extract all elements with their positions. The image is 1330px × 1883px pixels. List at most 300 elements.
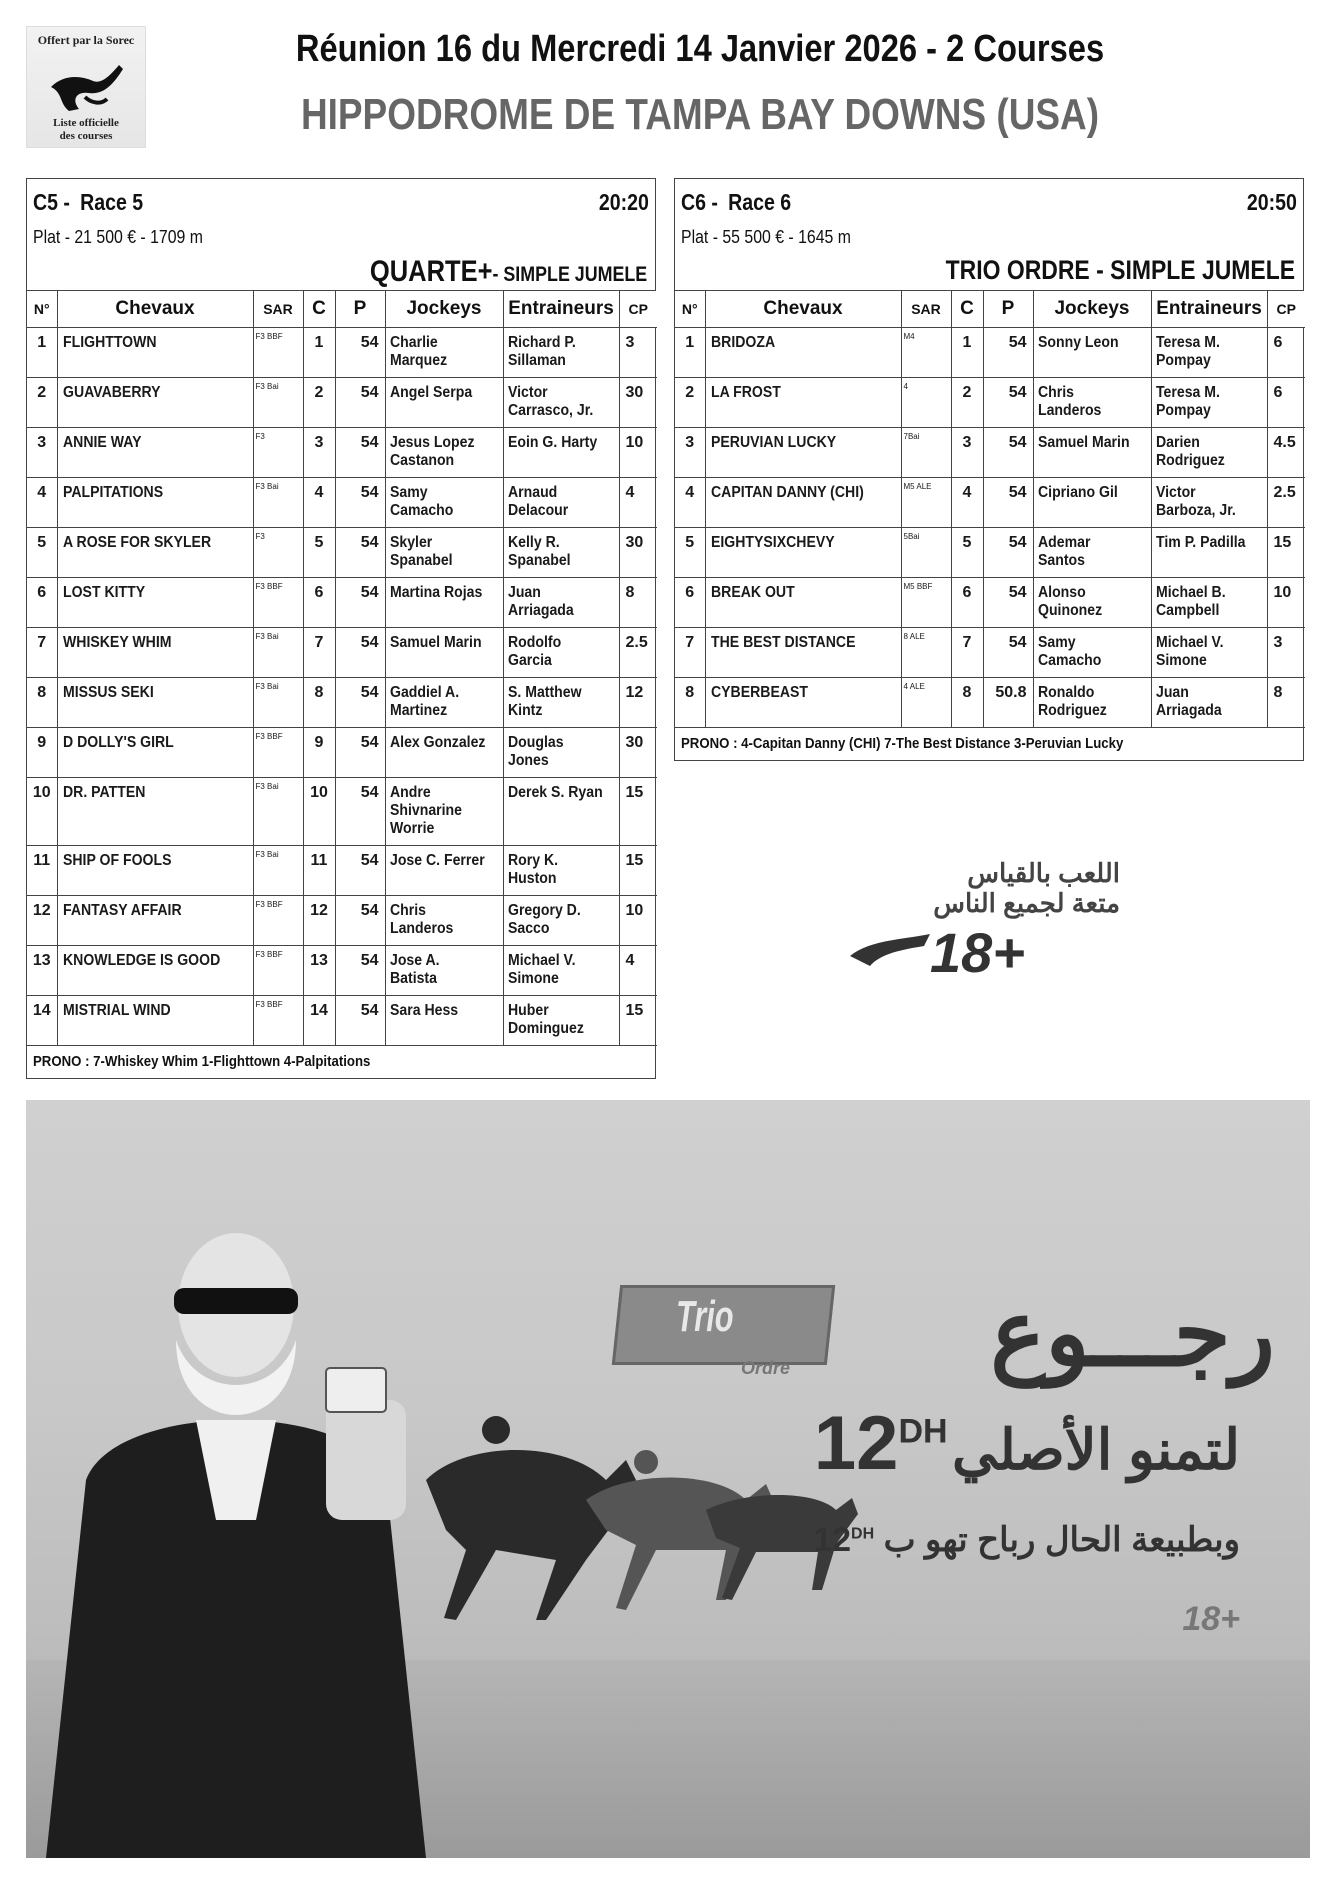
runner-number: 9 <box>27 727 57 777</box>
draw: 11 <box>303 845 335 895</box>
odds: 4 <box>619 477 657 527</box>
jockey-name-line: Chris <box>389 901 426 919</box>
meeting-title: Réunion 16 du Mercredi 14 Janvier 2026 - 2 Courses <box>295 28 1105 70</box>
col-header-p: P <box>983 291 1033 327</box>
weight: 54 <box>983 377 1033 427</box>
runner-number: 7 <box>27 627 57 677</box>
ad-sub-line <box>813 1520 1240 1560</box>
jockey-name <box>1033 527 1151 577</box>
col-header-sar: SAR <box>253 291 303 327</box>
jockey-name-line: Martinez <box>389 701 447 719</box>
prono-line <box>27 1046 655 1078</box>
trainer-name-line: Arnaud <box>507 483 557 501</box>
odds: 30 <box>619 377 657 427</box>
jockey-name-line: Quinonez <box>1037 601 1102 619</box>
jockey-name-line: Rodriguez <box>1037 701 1107 719</box>
col-header-trainer: Entraineurs <box>503 291 619 327</box>
table-row <box>27 945 657 995</box>
trainer-name-line: Victor <box>507 383 548 401</box>
table-row <box>675 377 1305 427</box>
jockey-name-line: Angel Serpa <box>389 383 472 401</box>
jockey-name-line: Landeros <box>1037 401 1101 419</box>
jockey-name-line: Alex Gonzalez <box>389 733 485 751</box>
sex-age-breed: F3 BBF <box>253 727 303 777</box>
odds: 3 <box>619 327 657 377</box>
horse-name-text: GUAVABERRY <box>62 383 161 401</box>
trainer-name-line: Richard P. <box>507 333 576 351</box>
draw: 4 <box>303 477 335 527</box>
responsible-gaming-badge <box>840 858 1140 984</box>
weight: 54 <box>983 477 1033 527</box>
sex-age-breed: F3 BBF <box>253 327 303 377</box>
col-header-p: P <box>335 291 385 327</box>
race-bet-types <box>946 255 1295 286</box>
trainer-name-line: Simone <box>1155 651 1207 669</box>
jockey-name <box>1033 377 1151 427</box>
sex-age-breed: F3 Bai <box>253 627 303 677</box>
badge-line-1: اللعب بالقياس <box>967 858 1120 888</box>
table-row <box>675 477 1305 527</box>
trio-ordre-advertisement <box>26 1100 1310 1858</box>
race-name: Race 6 <box>728 189 792 215</box>
main-bet-type: QUARTE+ <box>369 255 493 288</box>
race-conditions: Plat - 55 500 € - 1645 m <box>681 227 851 247</box>
jockey-name <box>385 727 503 777</box>
trainer-name-line: Sillaman <box>507 351 566 369</box>
trainer-name <box>1151 427 1267 477</box>
horse-name-text: FLIGHTTOWN <box>62 333 157 351</box>
horse-name <box>57 527 253 577</box>
table-row <box>27 677 657 727</box>
race-time: 20:50 <box>1246 189 1297 215</box>
race-name: Race 5 <box>80 189 144 215</box>
weight: 54 <box>983 527 1033 577</box>
jockey-name <box>1033 677 1151 727</box>
horse-name-text: PERUVIAN LUCKY <box>710 433 836 451</box>
draw: 2 <box>951 377 983 427</box>
jockey-name <box>385 895 503 945</box>
table-row <box>675 427 1305 477</box>
horse-name-text: DR. PATTEN <box>62 783 145 801</box>
jockey-name <box>385 995 503 1045</box>
trio-logo-text: Trio <box>676 1292 734 1341</box>
ad-sub-text: وبطبيعة الحال رباح تهو ب <box>883 1521 1240 1559</box>
trainer-name-line: Juan <box>507 583 541 601</box>
jockey-name-line: Cipriano Gil <box>1037 483 1118 501</box>
sex-age-breed: 4 ALE <box>901 677 951 727</box>
runner-number: 6 <box>27 577 57 627</box>
race-number: C6 - <box>681 189 718 215</box>
trainer-name <box>503 727 619 777</box>
draw: 12 <box>303 895 335 945</box>
race-header <box>27 179 655 291</box>
trainer-name-line: Dominguez <box>507 1019 584 1037</box>
table-row <box>27 995 657 1045</box>
jockey-name-line: Santos <box>1037 551 1085 569</box>
jockey-name <box>385 327 503 377</box>
table-header-row <box>675 291 1305 327</box>
jockey-name-line: Worrie <box>389 819 434 837</box>
badge-line-2: متعة لجميع الناس <box>933 888 1120 918</box>
weight: 54 <box>335 377 385 427</box>
draw: 1 <box>303 327 335 377</box>
ad-price-value <box>814 1401 948 1486</box>
trainer-name <box>1151 527 1267 577</box>
trainer-name <box>1151 677 1267 727</box>
weight: 54 <box>983 577 1033 627</box>
race-code <box>681 189 791 216</box>
trainer-name <box>503 377 619 427</box>
horse-name-text: LOST KITTY <box>62 583 145 601</box>
horse-name-text: SHIP OF FOOLS <box>62 851 171 869</box>
horse-name-text: EIGHTYSIXCHEVY <box>710 533 835 551</box>
horse-name <box>705 527 901 577</box>
horse-name-text: A ROSE FOR SKYLER <box>62 533 211 551</box>
main-bet-type: TRIO ORDRE <box>945 255 1090 285</box>
table-row <box>675 577 1305 627</box>
sex-age-breed: M5 ALE <box>901 477 951 527</box>
runner-number: 3 <box>675 427 705 477</box>
jockey-name-line: Castanon <box>389 451 454 469</box>
horse-name-text: BRIDOZA <box>710 333 775 351</box>
jockey-name-line: Sonny Leon <box>1037 333 1119 351</box>
ad-price-prefix: لتمنو الأصلي <box>952 1418 1240 1481</box>
jockey-name-line: Samuel Marin <box>389 633 482 651</box>
horse-name <box>705 377 901 427</box>
runner-number: 2 <box>675 377 705 427</box>
sex-age-breed: F3 BBF <box>253 577 303 627</box>
weight: 54 <box>335 577 385 627</box>
jockey-name-line: Skyler <box>389 533 432 551</box>
trainer-name-line: S. Matthew <box>507 683 582 701</box>
weight: 54 <box>983 427 1033 477</box>
odds: 10 <box>619 895 657 945</box>
weight: 54 <box>335 427 385 477</box>
weight: 54 <box>335 477 385 527</box>
sex-age-breed: F3 Bai <box>253 845 303 895</box>
sex-age-breed: 5Bai <box>901 527 951 577</box>
sex-age-breed: 7Bai <box>901 427 951 477</box>
table-row <box>675 627 1305 677</box>
trainer-name-line: Eoin G. Harty <box>507 433 597 451</box>
horse-name <box>57 845 253 895</box>
table-row <box>675 327 1305 377</box>
weight: 54 <box>335 627 385 677</box>
trainer-name-line: Kelly R. <box>507 533 560 551</box>
draw: 13 <box>303 945 335 995</box>
trainer-name <box>503 577 619 627</box>
odds: 30 <box>619 527 657 577</box>
trainer-name <box>503 627 619 677</box>
horse-name-text: THE BEST DISTANCE <box>710 633 855 651</box>
age-limit-badge: 18+ <box>930 921 1025 984</box>
runners-table <box>27 291 657 1046</box>
ad-age-limit: 18+ <box>1182 1600 1240 1638</box>
runner-number: 14 <box>27 995 57 1045</box>
trainer-name-line: Spanabel <box>507 551 571 569</box>
draw: 3 <box>303 427 335 477</box>
jockey-name-line: Alonso <box>1037 583 1086 601</box>
sex-age-breed: 4 <box>901 377 951 427</box>
draw: 6 <box>303 577 335 627</box>
jockey-name <box>385 577 503 627</box>
jockey-name-line: Spanabel <box>389 551 453 569</box>
jockey-name <box>385 427 503 477</box>
table-row <box>27 777 657 845</box>
jockey-name-line: Samy <box>1037 633 1076 651</box>
sex-age-breed: F3 <box>253 527 303 577</box>
sex-age-breed: F3 BBF <box>253 995 303 1045</box>
weight: 54 <box>335 945 385 995</box>
horse-name-text: CAPITAN DANNY (CHI) <box>710 483 864 501</box>
table-row <box>27 527 657 577</box>
race-conditions: Plat - 21 500 € - 1709 m <box>33 227 203 247</box>
trainer-name <box>1151 327 1267 377</box>
trainer-name-line: Teresa M. <box>1155 383 1220 401</box>
trainer-name <box>503 945 619 995</box>
trainer-name-line: Michael B. <box>1155 583 1226 601</box>
horse-name <box>57 427 253 477</box>
ad-price-number: 12 <box>813 1401 899 1486</box>
horse-name <box>57 945 253 995</box>
odds: 15 <box>1267 527 1305 577</box>
jockey-name <box>385 945 503 995</box>
draw: 2 <box>303 377 335 427</box>
weight: 54 <box>983 627 1033 677</box>
table-row <box>27 627 657 677</box>
weight: 54 <box>335 327 385 377</box>
jockey-name <box>1033 477 1151 527</box>
odds: 15 <box>619 777 657 845</box>
horse-name-text: MISTRIAL WIND <box>62 1001 171 1019</box>
runner-number: 11 <box>27 845 57 895</box>
jockey-name <box>385 477 503 527</box>
trainer-name-line: Kintz <box>507 701 542 719</box>
trainer-name-line: Teresa M. <box>1155 333 1220 351</box>
logo-caption-bottom <box>27 117 145 143</box>
odds: 4.5 <box>1267 427 1305 477</box>
sex-age-breed: F3 Bai <box>253 677 303 727</box>
ad-price-unit: DH <box>898 1412 948 1451</box>
jockey-name-line: Samy <box>389 483 428 501</box>
horse-swoosh-icon <box>840 926 940 976</box>
ordre-logo-text: Ordre <box>741 1358 791 1378</box>
horse-name <box>705 327 901 377</box>
odds: 4 <box>619 945 657 995</box>
table-row <box>27 727 657 777</box>
horse-name-text: MISSUS SEKI <box>62 683 154 701</box>
jockey-name-line: Martina Rojas <box>389 583 482 601</box>
logo-caption-line-2: des courses <box>59 130 113 142</box>
odds: 6 <box>1267 377 1305 427</box>
ad-headline: رجـــوع <box>990 1283 1275 1385</box>
jockey-name-line: Ademar <box>1037 533 1090 551</box>
race-code <box>33 189 143 216</box>
draw: 6 <box>951 577 983 627</box>
trainer-name-line: Gregory D. <box>507 901 581 919</box>
sex-age-breed: 8 ALE <box>901 627 951 677</box>
trainer-name <box>1151 477 1267 527</box>
trainer-name-line: Simone <box>507 969 559 987</box>
trainer-name <box>503 777 619 845</box>
table-row <box>675 527 1305 577</box>
weight: 54 <box>335 845 385 895</box>
prono-line <box>675 728 1303 760</box>
jockey-name-line: Landeros <box>389 919 453 937</box>
runners-table <box>675 291 1305 728</box>
jockey-name <box>1033 427 1151 477</box>
runner-number: 6 <box>675 577 705 627</box>
odds: 10 <box>619 427 657 477</box>
odds: 3 <box>1267 627 1305 677</box>
trainer-name <box>1151 377 1267 427</box>
col-header-c: C <box>303 291 335 327</box>
sex-age-breed: M4 <box>901 327 951 377</box>
horse-name <box>57 895 253 945</box>
trainer-name <box>503 845 619 895</box>
runner-number: 12 <box>27 895 57 945</box>
horse-name <box>57 777 253 845</box>
trainer-name <box>503 995 619 1045</box>
sorec-logo <box>26 26 146 148</box>
trainer-name-line: Rodriguez <box>1155 451 1225 469</box>
table-row <box>27 427 657 477</box>
racing-horses-icon <box>426 1416 858 1620</box>
race-bet-types <box>370 255 647 289</box>
odds: 10 <box>1267 577 1305 627</box>
jockey-name-line: Batista <box>389 969 437 987</box>
weight: 50.8 <box>983 677 1033 727</box>
spokesman-figure-icon <box>46 1233 426 1858</box>
weight: 54 <box>335 995 385 1045</box>
draw: 4 <box>951 477 983 527</box>
sex-age-breed: F3 BBF <box>253 895 303 945</box>
horse-name <box>57 377 253 427</box>
col-header-cp: CP <box>619 291 657 327</box>
jockey-name <box>385 677 503 727</box>
odds: 2.5 <box>1267 477 1305 527</box>
runner-number: 13 <box>27 945 57 995</box>
runner-number: 5 <box>27 527 57 577</box>
horse-name <box>57 627 253 677</box>
trainer-name-line: Carrasco, Jr. <box>507 401 593 419</box>
draw: 1 <box>951 327 983 377</box>
jockey-name-line: Charlie <box>389 333 438 351</box>
race-panel-c5 <box>26 178 656 1079</box>
trainer-name-line: Sacco <box>507 919 549 937</box>
jockey-name <box>1033 577 1151 627</box>
draw: 3 <box>951 427 983 477</box>
odds: 2.5 <box>619 627 657 677</box>
trainer-name-line: Huston <box>507 869 556 887</box>
trainer-name-line: Darien <box>1155 433 1200 451</box>
ad-sub-price-number: 12 <box>813 1521 852 1559</box>
runner-number: 1 <box>27 327 57 377</box>
runner-number: 7 <box>675 627 705 677</box>
trainer-name-line: Victor <box>1155 483 1196 501</box>
horse-name-text: KNOWLEDGE IS GOOD <box>62 951 220 969</box>
trainer-name-line: Michael V. <box>1155 633 1224 651</box>
jockey-name-line: Andre <box>389 783 431 801</box>
weight: 54 <box>983 327 1033 377</box>
race-time: 20:20 <box>598 189 649 215</box>
trainer-name-line: Rodolfo <box>507 633 561 651</box>
trainer-name <box>503 327 619 377</box>
table-row <box>675 677 1305 727</box>
jockey-name <box>385 777 503 845</box>
table-row <box>27 377 657 427</box>
odds: 15 <box>619 845 657 895</box>
odds: 6 <box>1267 327 1305 377</box>
horse-logo-icon <box>49 53 125 115</box>
runner-number: 8 <box>675 677 705 727</box>
trainer-name-line: Barboza, Jr. <box>1155 501 1236 519</box>
trainer-name <box>1151 627 1267 677</box>
jockey-name-line: Shivnarine <box>389 801 462 819</box>
table-row <box>27 577 657 627</box>
trainer-name-line: Rory K. <box>507 851 558 869</box>
jockey-name-line: Ronaldo <box>1037 683 1094 701</box>
trainer-name-line: Arriagada <box>507 601 574 619</box>
weight: 54 <box>335 895 385 945</box>
horse-name-text: FANTASY AFFAIR <box>62 901 182 919</box>
runner-number: 4 <box>675 477 705 527</box>
sex-age-breed: F3 Bai <box>253 777 303 845</box>
draw: 9 <box>303 727 335 777</box>
jockey-name-line: Marquez <box>389 351 447 369</box>
jockey-name <box>1033 627 1151 677</box>
trainer-name <box>503 895 619 945</box>
trainer-name-line: Juan <box>1155 683 1189 701</box>
jockey-name-line: Jose A. <box>389 951 440 969</box>
horse-name <box>705 477 901 527</box>
secondary-bet-types: - SIMPLE JUMELE <box>492 263 647 286</box>
draw: 7 <box>303 627 335 677</box>
jockey-name-line: Samuel Marin <box>1037 433 1130 451</box>
trainer-name-line: Pompay <box>1155 401 1211 419</box>
table-header-row <box>27 291 657 327</box>
draw: 14 <box>303 995 335 1045</box>
sex-age-breed: F3 <box>253 427 303 477</box>
col-header-c: C <box>951 291 983 327</box>
trainer-name <box>1151 577 1267 627</box>
jockey-name <box>385 845 503 895</box>
runner-number: 10 <box>27 777 57 845</box>
col-header-jockey: Jockeys <box>385 291 503 327</box>
horse-name <box>57 995 253 1045</box>
trainer-name-line: Campbell <box>1155 601 1219 619</box>
secondary-bet-types: - SIMPLE JUMELE <box>1089 255 1295 285</box>
ad-sub-price-unit: DH <box>851 1525 875 1543</box>
trainer-name <box>503 427 619 477</box>
horse-name <box>705 577 901 627</box>
col-header-num: N° <box>675 291 705 327</box>
weight: 54 <box>335 677 385 727</box>
trainer-name-line: Derek S. Ryan <box>507 783 603 801</box>
draw: 7 <box>951 627 983 677</box>
logo-caption-top: Offert par la Sorec <box>37 33 135 47</box>
weight: 54 <box>335 727 385 777</box>
trainer-name-line: Pompay <box>1155 351 1211 369</box>
jockey-name-line: Camacho <box>1037 651 1101 669</box>
jockey-name <box>1033 327 1151 377</box>
sex-age-breed: F3 Bai <box>253 377 303 427</box>
trainer-name-line: Douglas <box>507 733 564 751</box>
jockey-name-line: Chris <box>1037 383 1074 401</box>
race-header <box>675 179 1303 291</box>
trainer-name <box>503 477 619 527</box>
horse-name-text: PALPITATIONS <box>62 483 163 501</box>
